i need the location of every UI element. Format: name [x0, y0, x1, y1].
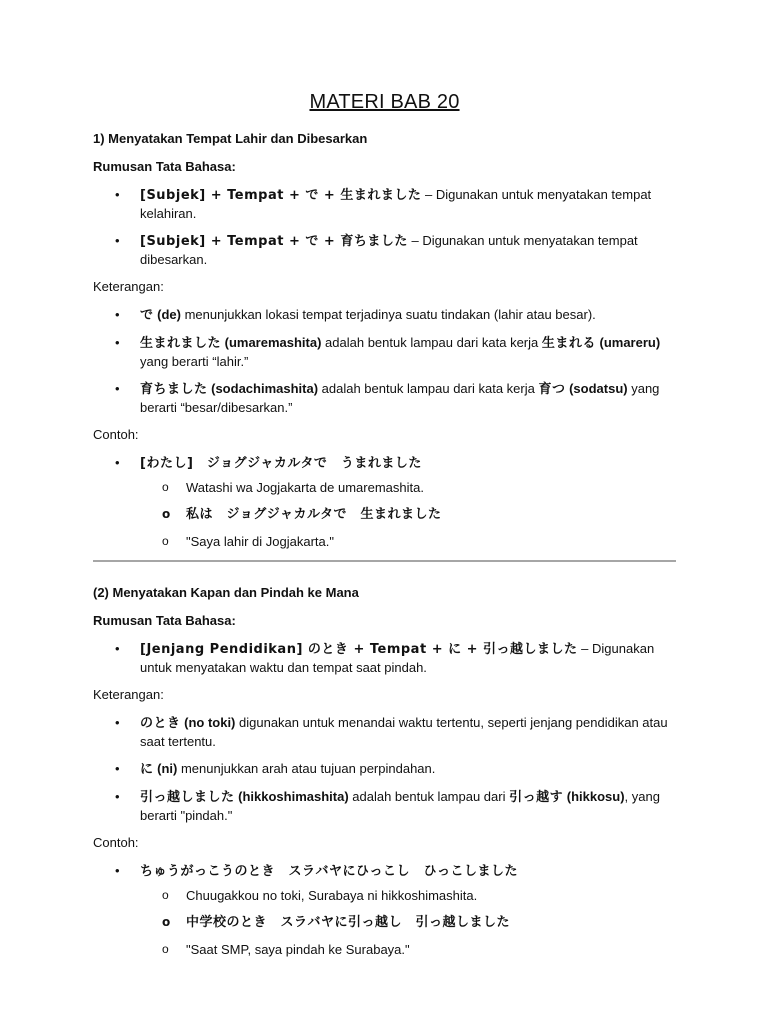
section1-note-item [93, 306, 676, 325]
formula-desc: – Digunakan untuk menyatakan tempat kelahiran. [140, 187, 652, 221]
note-term: 育ちました [140, 382, 208, 397]
note-text: adalah bentuk lampau dari kata kerja [318, 381, 539, 396]
section1-formula-list [93, 186, 676, 269]
section2-formula-item [93, 640, 676, 677]
note-term: 生まれました [140, 336, 222, 351]
section1-example-list [93, 454, 676, 551]
example-translation: o "Saya lahir di Jogjakarta." [140, 533, 676, 551]
note-text: digunakan untuk menandai waktu tertentu, seperti jenjang pendidikan atau saat tertentu. [140, 715, 668, 749]
example-japanese: [わたし] ジョグジャカルタで うまれました [140, 456, 422, 471]
section1-keterangan-label: Keterangan: [93, 279, 164, 294]
page-title: MATERI BAB 20 [309, 91, 460, 113]
note-term: 引っ越しました [140, 790, 235, 805]
example-sublist [140, 479, 676, 551]
note-text: menunjukkan lokasi tempat terjadinya suatu tindakan (lahir atau besar). [180, 307, 596, 322]
section2-rumusan-label: Rumusan Tata Bahasa: [93, 613, 236, 628]
section2-formula-list [93, 640, 676, 677]
formula-desc: – Digunakan untuk menyatakan tempat dibesarkan. [140, 233, 638, 267]
section2-note-item [93, 760, 676, 779]
note-text-2: yang berarti “lahir.” [140, 354, 249, 369]
note-romaji: (ni) [153, 761, 178, 776]
section2-contoh-label: Contoh: [93, 835, 139, 850]
formula-pattern: [Subjek] + Tempat + で + 育ちました [140, 234, 408, 249]
section1-contoh-label: Contoh: [93, 427, 139, 442]
note-romaji: (sodachimashita) [207, 381, 319, 396]
note-term: のとき [140, 716, 181, 731]
note-term-2: 育つ [538, 382, 566, 397]
example-kanji: o 中学校のとき スラバヤに引っ越し 引っ越しました [140, 914, 676, 932]
note-romaji: (hikkoshimashita) [234, 789, 349, 804]
note-text: adalah bentuk lampau dari [348, 789, 510, 804]
note-romaji-2: (sodatsu) [565, 381, 628, 396]
section2-example-item [93, 862, 676, 959]
example-kanji: o 私は ジョグジャカルタで 生まれました [140, 506, 676, 524]
formula-pattern: [Jenjang Pendidikan] のとき + Tempat + に + 引っ越しました [140, 642, 578, 657]
formula-desc: – Digunakan untuk menyatakan waktu dan tempat saat pindah. [140, 641, 655, 675]
section1-example-item [93, 454, 676, 551]
note-romaji: (no toki) [180, 715, 236, 730]
formula-pattern: [Subjek] + Tempat + で + 生まれました [140, 188, 422, 203]
section-divider [93, 560, 676, 562]
note-term-2: 生まれる [541, 336, 596, 351]
section2-notes-list [93, 714, 676, 825]
note-romaji-2: (umareru) [595, 335, 661, 350]
section2-keterangan-label: Keterangan: [93, 687, 164, 702]
note-term: に [140, 762, 154, 777]
section1-formula-item [93, 186, 676, 223]
note-romaji: (de) [153, 307, 181, 322]
note-term: で [140, 308, 154, 323]
note-text-2: yang berarti “besar/dibesarkan.” [140, 381, 660, 415]
section1-note-item [93, 334, 676, 371]
document-page [93, 88, 676, 968]
section2-note-item [93, 714, 676, 751]
section2-note-item [93, 788, 676, 825]
section1-rumusan-label: Rumusan Tata Bahasa: [93, 159, 236, 174]
note-romaji-2: (hikkosu) [563, 789, 625, 804]
section2-heading: (2) Menyatakan Kapan dan Pindah ke Mana [93, 585, 359, 600]
example-sublist [140, 887, 676, 959]
section1-heading: 1) Menyatakan Tempat Lahir dan Dibesarkan [93, 131, 368, 146]
example-japanese: ちゅうがっこうのとき スラバヤにひっこし ひっこしました [140, 864, 519, 879]
note-term-2: 引っ越す [509, 790, 564, 805]
note-text: adalah bentuk lampau dari kata kerja [321, 335, 542, 350]
section1-note-item [93, 380, 676, 417]
section2-example-list [93, 862, 676, 959]
example-translation: o "Saat SMP, saya pindah ke Surabaya." [140, 941, 676, 959]
example-romaji: o Chuugakkou no toki, Surabaya ni hikkoshimashita. [140, 887, 676, 905]
note-romaji: (umaremashita) [221, 335, 322, 350]
section1-formula-item [93, 232, 676, 269]
note-text-2: , yang berarti "pindah." [140, 789, 660, 823]
note-text: menunjukkan arah atau tujuan perpindahan. [177, 761, 436, 776]
section1-notes-list [93, 306, 676, 417]
example-romaji: o Watashi wa Jogjakarta de umaremashita. [140, 479, 676, 497]
